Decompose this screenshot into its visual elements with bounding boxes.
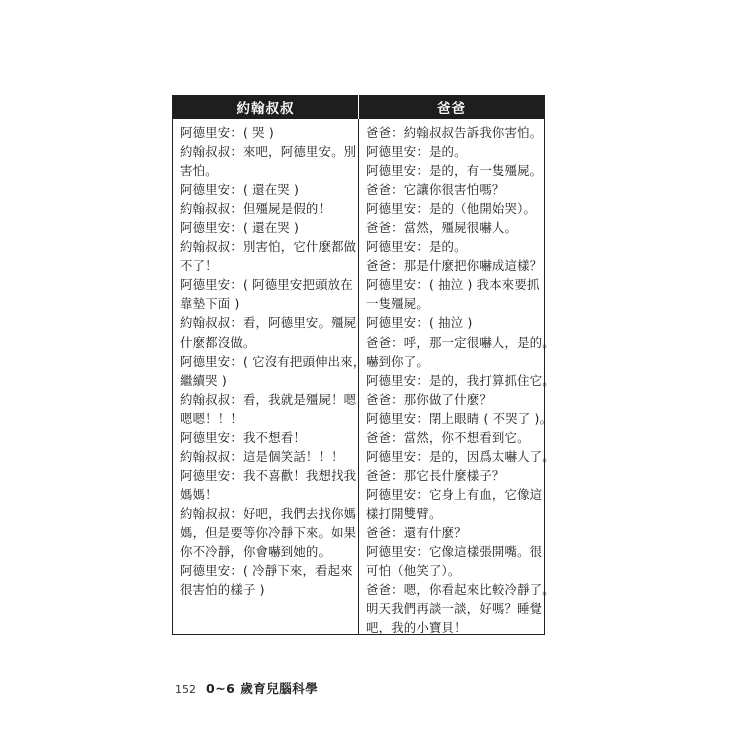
dialogue-line: 約翰叔叔：來吧，阿德里安。別: [180, 144, 357, 160]
dialogue-line: 不了！: [180, 258, 218, 274]
dialogue-line: 爸爸：還有什麼？: [366, 524, 467, 540]
dialogue-line: 阿德里安：它像這樣張開嘴。很: [366, 544, 543, 560]
dialogue-table: [172, 95, 555, 636]
dialogue-line: 嗯嗯！！！: [180, 410, 243, 426]
dialogue-line: 什麼都沒做。: [180, 334, 256, 350]
dialogue-line: 吧，我的小寶貝！: [366, 620, 467, 636]
dialogue-line: 阿德里安：閉上眼睛 ( 不哭了 )。: [366, 410, 553, 426]
dialogue-line: 阿德里安：( 冷靜下來，看起來: [180, 563, 353, 579]
dialogue-line: 嚇到你了。: [366, 353, 429, 369]
dialogue-line: 爸爸：那它長什麼樣子？: [366, 467, 505, 483]
dialogue-line: 阿德里安：是的。: [366, 239, 467, 255]
dialogue-line: 爸爸：當然，你不想看到它。: [366, 429, 530, 445]
uncle-john-dialogue-column: [173, 119, 366, 634]
dialogue-line: 阿德里安：( 它沒有把頭伸出來，: [180, 353, 366, 369]
dialogue-line: 阿德里安：是的，我打算抓住它。: [366, 372, 555, 388]
dialogue-line: 爸爸：當然，殭屍很嚇人。: [366, 220, 518, 236]
dialogue-line: 阿德里安：是的。: [366, 144, 467, 160]
dialogue-line: 你不冷靜，你會嚇到她的。: [180, 544, 332, 560]
dialogue-line: 約翰叔叔：看，我就是殭屍！嗯: [180, 391, 357, 407]
dialogue-line: 繼續哭 ): [180, 372, 227, 388]
dialogue-line: 阿德里安：是的，有一隻殭屍。: [366, 163, 543, 179]
dialogue-line: 爸爸：呼，那一定很嚇人，是的。: [366, 334, 555, 350]
header-uncle-john: 約翰叔叔: [236, 101, 295, 117]
dialogue-line: 很害怕的樣子 ): [180, 582, 265, 598]
dad-dialogue-column: [359, 119, 555, 636]
page-number: 152: [175, 683, 196, 696]
book-title: 0~6 歲育兒腦科學: [206, 681, 319, 696]
dialogue-line: 約翰叔叔：好吧，我們去找你媽: [180, 505, 357, 521]
dialogue-line: 約翰叔叔：這是個笑話！！！: [180, 448, 344, 464]
dialogue-line: 爸爸：嗯，你看起來比較冷靜了。: [366, 582, 555, 598]
dialogue-line: 可怕（他笑了）。: [366, 563, 461, 579]
dialogue-line: 阿德里安：我不想看！: [180, 429, 306, 445]
dialogue-line: 爸爸：那是什麼把你嚇成這樣？: [366, 258, 543, 274]
dialogue-line: 媽，但是要等你冷靜下來。如果: [180, 524, 357, 540]
dialogue-line: 害怕。: [180, 163, 218, 179]
dialogue-line: 阿德里安：( 還在哭 ): [180, 182, 300, 198]
dialogue-line: 爸爸：它讓你很害怕嗎？: [366, 182, 505, 198]
dialogue-line: 爸爸：約翰叔叔告訴我你害怕。: [366, 125, 543, 140]
dialogue-line: 阿德里安：是的（他開始哭）。: [366, 201, 537, 217]
dialogue-line: 阿德里安：( 阿德里安把頭放在: [180, 277, 353, 293]
dialogue-line: 阿德里安：我不喜歡！我想找我: [180, 467, 357, 483]
dialogue-line: 約翰叔叔：但殭屍是假的！: [180, 201, 332, 217]
dialogue-line: 阿德里安：( 哭 ): [180, 125, 274, 140]
dialogue-line: 阿德里安：( 還在哭 ): [180, 220, 300, 236]
table-header-row: [173, 95, 544, 119]
dialogue-line: 樣打開雙臂。: [366, 505, 442, 521]
dialogue-line: 阿德里安：( 抽泣 ): [366, 315, 473, 331]
dialogue-line: 約翰叔叔：別害怕，它什麼都做: [180, 239, 357, 255]
dialogue-line: 阿德里安：它身上有血，它像這: [366, 486, 543, 502]
page-footer: [175, 679, 318, 697]
header-dad: 爸爸: [358, 95, 544, 119]
dialogue-line: 爸爸：那你做了什麼？: [366, 391, 492, 407]
dialogue-line: 阿德里安：( 抽泣 ) 我本來要抓: [366, 277, 540, 293]
dialogue-line: 靠墊下面 ): [180, 296, 240, 312]
table-body-row: [173, 119, 555, 636]
dialogue-line: 一隻殭屍。: [366, 296, 429, 312]
dialogue-line: 阿德里安：是的，因爲太嚇人了。: [366, 448, 555, 464]
dialogue-line: 媽媽！: [180, 486, 218, 502]
dialogue-line: 約翰叔叔：看，阿德里安。殭屍: [180, 315, 357, 331]
dialogue-line: 明天我們再談一談，好嗎？睡覺: [366, 601, 543, 617]
